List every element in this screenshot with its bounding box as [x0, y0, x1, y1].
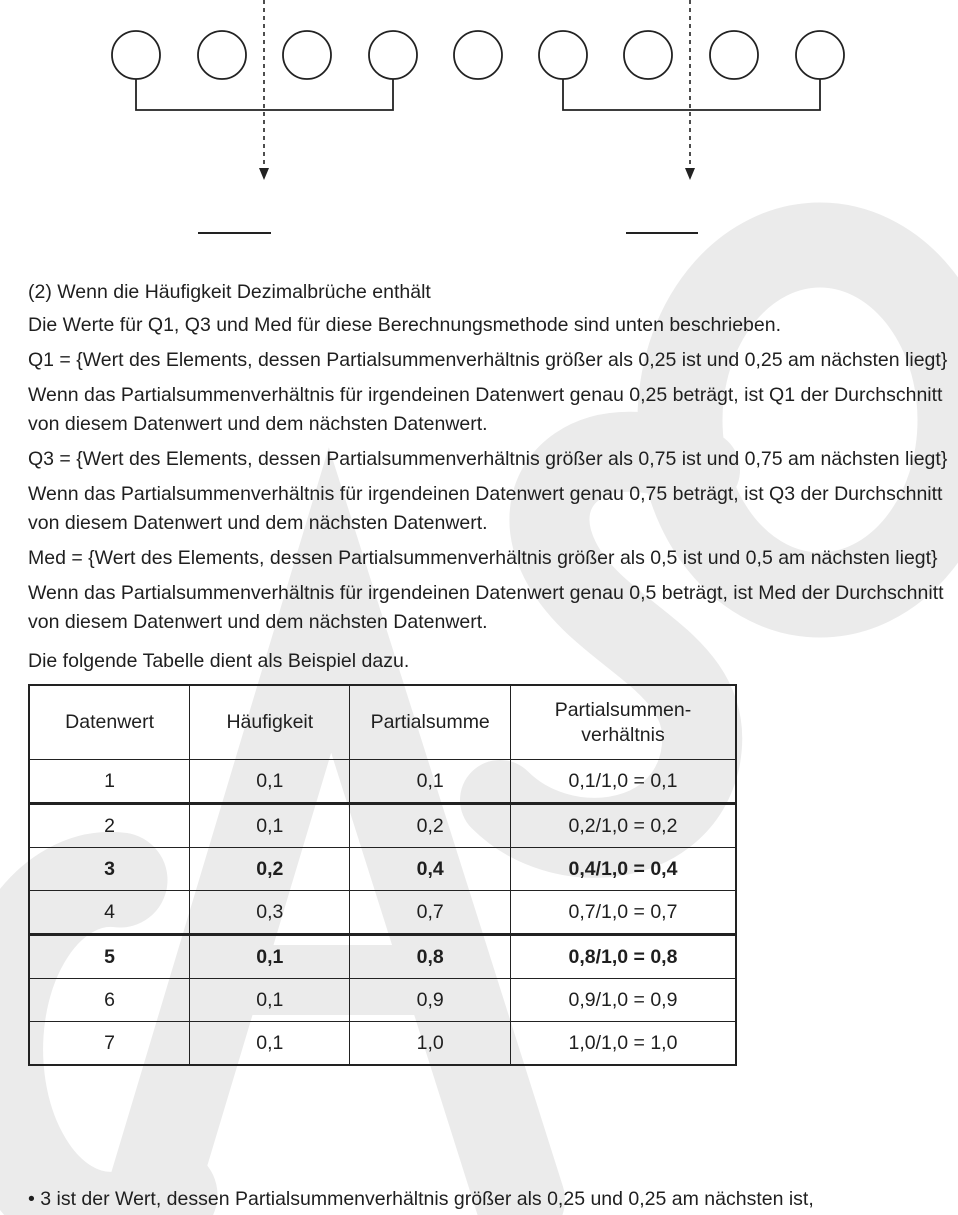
table-row — [29, 979, 736, 1022]
data-circle — [796, 31, 844, 79]
data-circle — [454, 31, 502, 79]
cell: 2 — [29, 804, 190, 848]
data-circle — [539, 31, 587, 79]
data-circle — [283, 31, 331, 79]
cell: 0,8 — [350, 935, 511, 979]
header-line-1: Partialsummen- — [554, 698, 692, 721]
cell: 7 — [29, 1022, 190, 1066]
cell: 0,3 — [190, 891, 350, 935]
cell: 0,1/1,0 = 0,1 — [510, 760, 736, 804]
quartile-diagram — [0, 0, 958, 250]
data-circle — [112, 31, 160, 79]
cell: 1 — [29, 760, 190, 804]
table-row-highlight — [29, 935, 736, 979]
right-arrow-head — [685, 168, 695, 180]
left-arrow-head — [259, 168, 269, 180]
q3-note: Wenn das Partialsummenverhältnis für irgendeinen Datenwert genau 0,75 beträgt, ist Q3 der Durchschnitt von diesem Datenwert und dem nächsten Datenwert. — [28, 483, 943, 534]
main-content — [28, 278, 956, 1066]
section-heading: (2) Wenn die Häufigkeit Dezimalbrüche enthält — [28, 281, 431, 303]
header-datenwert: Datenwert — [29, 685, 190, 760]
cell: 0,1 — [350, 760, 511, 804]
data-circle — [710, 31, 758, 79]
cell: 1,0/1,0 = 1,0 — [510, 1022, 736, 1066]
cell: 0,8/1,0 = 0,8 — [510, 935, 736, 979]
cell: 0,4 — [350, 848, 511, 891]
cell: 0,1 — [190, 1022, 350, 1066]
cell: 0,4/1,0 = 0,4 — [510, 848, 736, 891]
table-intro: Die folgende Tabelle dient als Beispiel dazu. — [28, 650, 410, 672]
intro-text: Die Werte für Q1, Q3 und Med für diese Berechnungsmethode sind unten beschrieben. — [28, 314, 781, 336]
table-row — [29, 804, 736, 848]
header-line-2: verhältnis — [581, 723, 665, 746]
data-circle — [369, 31, 417, 79]
q1-definition: Q1 = {Wert des Elements, dessen Partialsummenverhältnis größer als 0,25 ist und 0,25 am nächsten liegt} — [28, 349, 948, 371]
table-row — [29, 891, 736, 935]
cell: 0,2 — [190, 848, 350, 891]
q1-note: Wenn das Partialsummenverhältnis für irgendeinen Datenwert genau 0,25 beträgt, ist Q1 der Durchschnitt von diesem Datenwert und dem nächsten Datenwert. — [28, 384, 943, 435]
right-bracket — [563, 79, 820, 110]
table-header-row — [29, 685, 736, 760]
cell: 0,7 — [350, 891, 511, 935]
cell: 0,1 — [190, 979, 350, 1022]
header-partialsummenverhaeltnis — [510, 685, 736, 760]
cell: 0,1 — [190, 760, 350, 804]
table-row — [29, 1022, 736, 1066]
table-row-highlight — [29, 848, 736, 891]
cell: 0,2 — [350, 804, 511, 848]
cell: 0,1 — [190, 935, 350, 979]
cell: 6 — [29, 979, 190, 1022]
q3-definition: Q3 = {Wert des Elements, dessen Partialsummenverhältnis größer als 0,75 ist und 0,75 am nächsten liegt} — [28, 448, 948, 470]
bullet-note: • 3 ist der Wert, dessen Partialsummenverhältnis größer als 0,25 und 0,25 am nächsten ist, — [28, 1188, 814, 1210]
cell: 5 — [29, 935, 190, 979]
table-row — [29, 760, 736, 804]
data-circle — [198, 31, 246, 79]
cell: 0,1 — [190, 804, 350, 848]
cell: 1,0 — [350, 1022, 511, 1066]
med-note: Wenn das Partialsummenverhältnis für irgendeinen Datenwert genau 0,5 beträgt, ist Med der Durchschnitt von diesem Datenwert und dem nächsten Datenwert. — [28, 582, 944, 633]
frequency-table — [28, 684, 737, 1066]
cell: 3 — [29, 848, 190, 891]
med-definition: Med = {Wert des Elements, dessen Partialsummenverhältnis größer als 0,5 ist und 0,5 am nächsten liegt} — [28, 547, 938, 569]
cell: 0,9/1,0 = 0,9 — [510, 979, 736, 1022]
cell: 0,9 — [350, 979, 511, 1022]
cell: 0,7/1,0 = 0,7 — [510, 891, 736, 935]
cell: 0,2/1,0 = 0,2 — [510, 804, 736, 848]
header-haeufigkeit: Häufigkeit — [190, 685, 350, 760]
header-partialsumme: Partialsumme — [350, 685, 511, 760]
cell: 4 — [29, 891, 190, 935]
data-circle — [624, 31, 672, 79]
